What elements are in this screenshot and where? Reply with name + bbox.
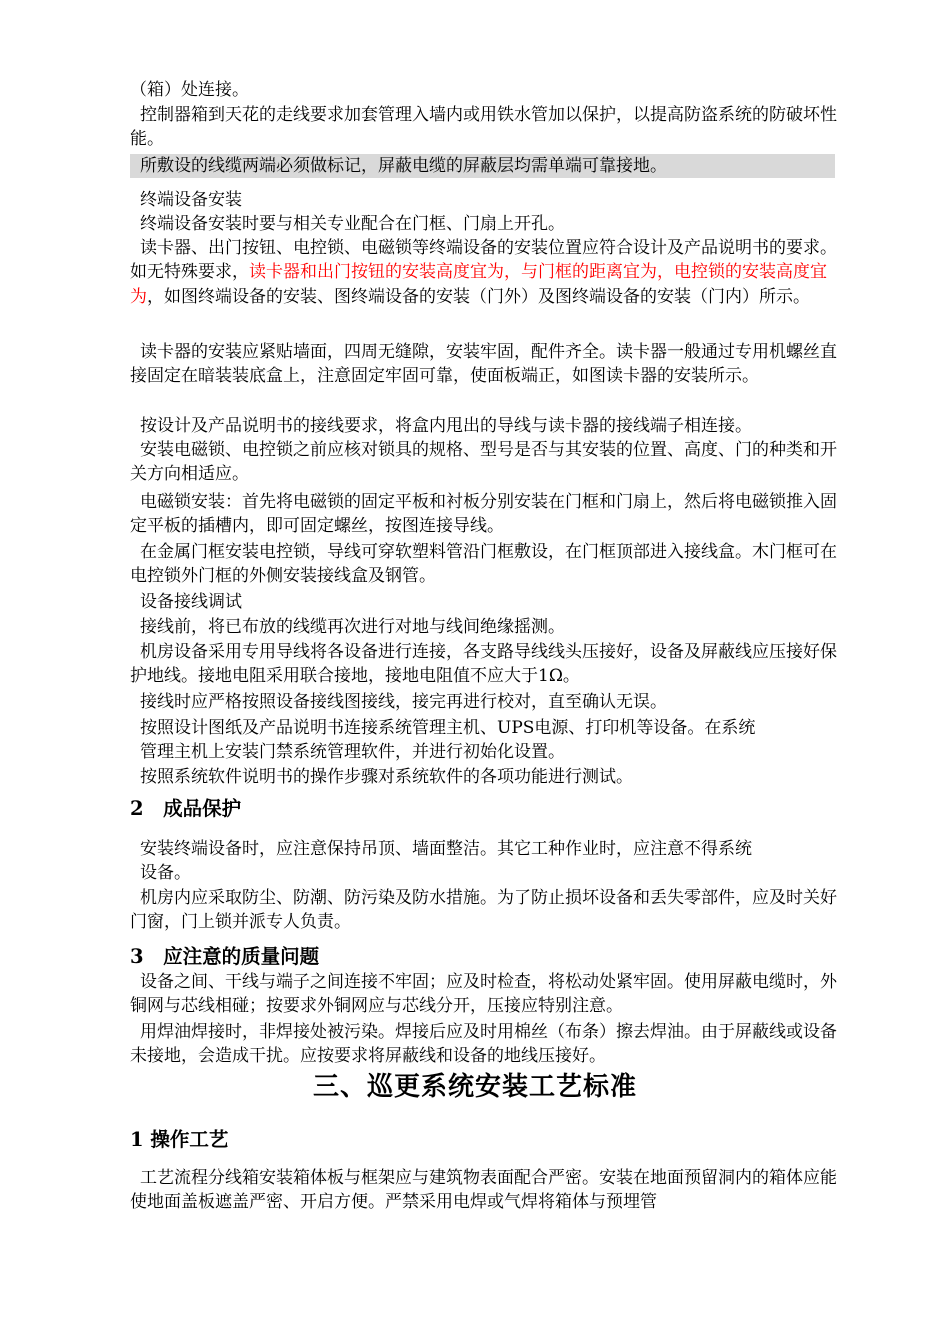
paragraph-install-position: [130, 236, 840, 309]
paragraph: 安装终端设备时，应注意保持吊顶、墙面整洁。其它工种作业时，应注意不得系统: [140, 839, 752, 859]
paragraph: 终端设备安装时要与相关专业配合在门框、门扇上开孔。: [140, 214, 565, 234]
chapter-title-patrol-system: 三、巡更系统安装工艺标准: [312, 1072, 637, 1102]
highlighted-paragraph: 所敷设的线缆两端必须做标记，屏蔽电缆的屏蔽层均需单端可靠接地。: [130, 154, 835, 178]
paragraph: 机房设备采用专用导线将各设备进行连接，各支路导线线头压接好，设备及屏蔽线应压接好保护地线。接地电阻采用联合接地，接地电阻值不应大于1Ω。: [130, 642, 837, 687]
emphasis-text: 读卡器和出门按钮的安装高度宜为，与门框的距离宜为，电控锁的安装高度宜为: [130, 262, 827, 307]
paragraph: 按照设计图纸及产品说明书连接系统管理主机、UPS电源、打印机等设备。在系统: [140, 718, 756, 738]
paragraph: 按设计及产品说明书的接线要求，将盒内甩出的导线与读卡器的接线端子相连接。: [140, 416, 752, 436]
paragraph: 接线时应严格按照设备接线图接线，接完再进行校对，直至确认无误。: [140, 692, 667, 712]
paragraph: 在金属门框安装电控锁，导线可穿软塑料管沿门框敷设，在门框顶部进入接线盒。木门框可在电控锁外门框的外侧安装接线盒及钢管。: [130, 542, 837, 587]
paragraph: （箱）处连接。: [130, 80, 249, 100]
subheading-wiring-debug: 设备接线调试: [140, 592, 242, 612]
paragraph: 用焊油焊接时，非焊接处被污染。焊接后应及时用棉丝（布条）擦去焊油。由于屏蔽线或设备未接地，会造成干扰。应按要求将屏蔽线和设备的地线压接好。: [130, 1022, 837, 1067]
paragraph: 安装电磁锁、电控锁之前应核对锁具的规格、型号是否与其安装的位置、高度、门的种类和开关方向相适应。: [130, 440, 837, 485]
paragraph: 按照系统软件说明书的操作步骤对系统软件的各项功能进行测试。: [140, 767, 633, 787]
section-heading-quality-issues: 3 应注意的质量问题: [130, 945, 320, 968]
paragraph: 接线前，将已布放的线缆再次进行对地与线间绝缘摇测。: [140, 617, 565, 637]
text-segment: ，如图终端设备的安装、图终端设备的安装（门外）及图终端设备的安装（门内）所示。: [147, 286, 810, 307]
paragraph: 机房内应采取防尘、防潮、防污染及防水措施。为了防止损坏设备和丢失零部件，应及时关好门窗，门上锁并派专人负责。: [130, 888, 837, 933]
paragraph: 设备之间、干线与端子之间连接不牢固；应及时检查，将松动处紧牢固。使用屏蔽电缆时，外铜网与芯线相碰；按要求外铜网应与芯线分开，压接应特别注意。: [130, 972, 837, 1017]
paragraph: 读卡器的安装应紧贴墙面，四周无缝隙，安装牢固，配件齐全。读卡器一般通过专用机螺丝直接固定在暗装装底盒上，注意固定牢固可靠，使面板端正，如图读卡器的安装所示。: [130, 342, 837, 387]
paragraph: 电磁锁安装：首先将电磁锁的固定平板和衬板分别安装在门框和门扇上，然后将电磁锁推入固定平板的插槽内，即可固定螺丝，按图连接导线。: [130, 492, 837, 537]
section-heading-operation-process: 1 操作工艺: [130, 1128, 229, 1151]
text-segment: 读卡器、出门按钮、电控锁、电磁锁等终端设备的安装位置应符合设计及产品说明书的要求。如无特殊要求，: [130, 238, 837, 283]
paragraph: 控制器箱到天花的走线要求加套管理入墙内或用铁水管加以保护，以提高防盗系统的防破坏性能。: [130, 105, 837, 150]
paragraph-continued: 管理主机上安装门禁系统管理软件，并进行初始化设置。: [140, 742, 565, 762]
paragraph-continued: 设备。: [140, 863, 191, 883]
paragraph: 工艺流程分线箱安装箱体板与框架应与建筑物表面配合严密。安装在地面预留洞内的箱体应能使地面盖板遮盖严密、开启方便。严禁采用电焊或气焊将箱体与预埋管: [130, 1168, 837, 1213]
section-heading-product-protection: 2 成品保护: [130, 797, 242, 820]
subheading-terminal-install: 终端设备安装: [140, 190, 242, 210]
